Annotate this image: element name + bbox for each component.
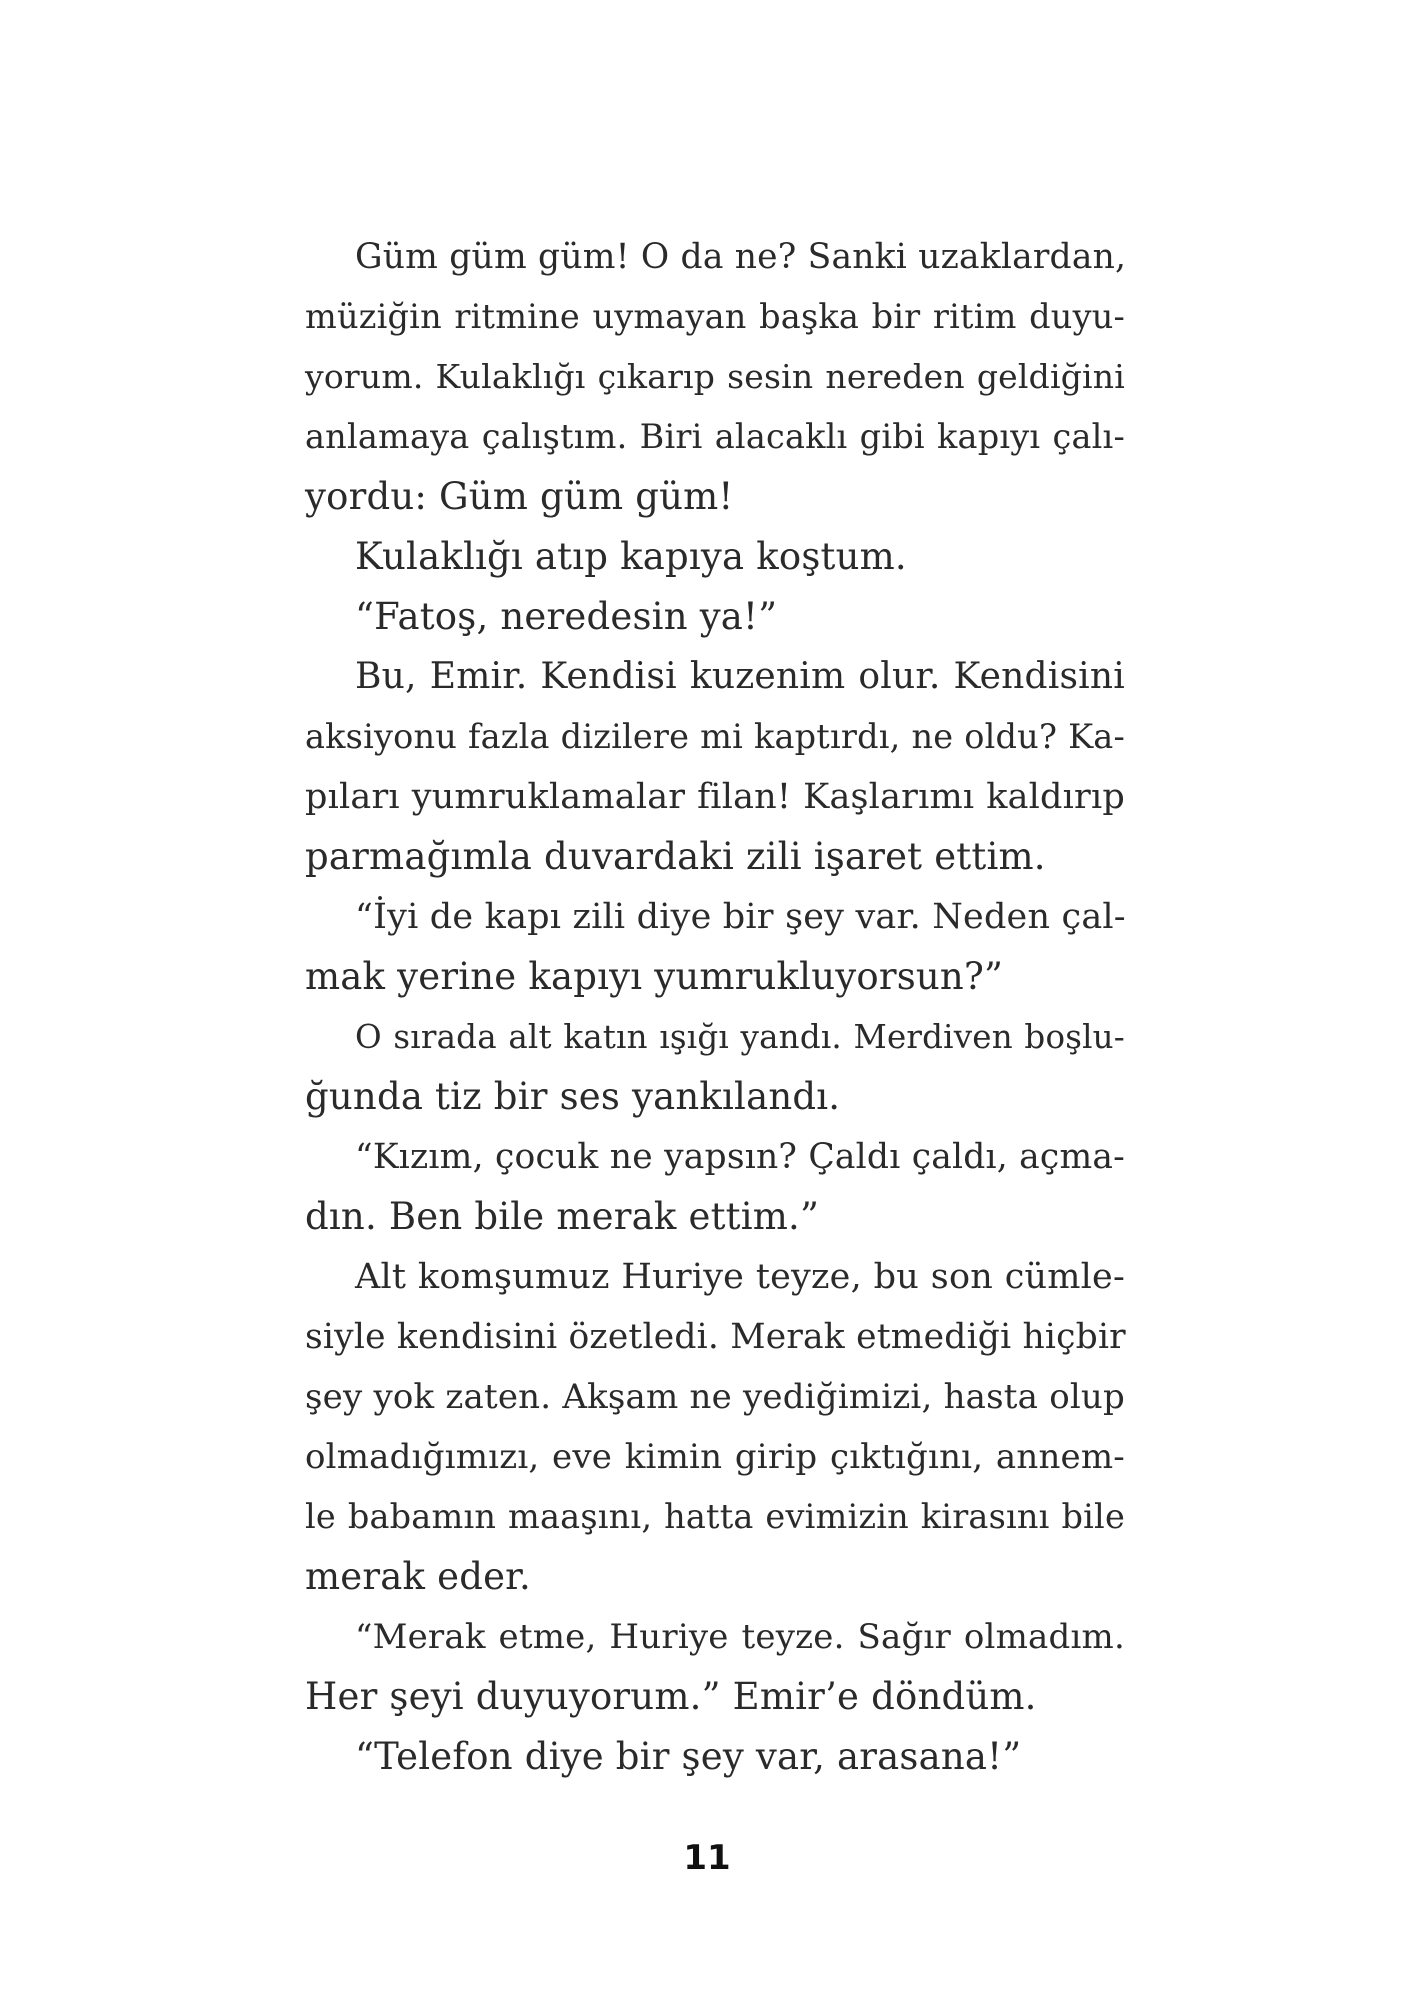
- text-line: siyle kendisini özetledi. Merak etmediği hiçbir: [305, 1317, 1126, 1357]
- text-line: “İyi de kapı zili diye bir şey var. Neden çal-: [355, 897, 1126, 937]
- text-line: aksiyonu fazla dizilere mi kaptırdı, ne oldu? Ka-: [305, 717, 1125, 756]
- text-line: anlamaya çalıştım. Biri alacaklı gibi kapıyı çalı-: [305, 417, 1125, 456]
- page-number: 11: [683, 1838, 731, 1878]
- text-line: Her şeyi duyuyorum.” Emir’e döndüm.: [305, 1675, 1037, 1718]
- text-line: yorum. Kulaklığı çıkarıp sesin nereden geldiğini: [305, 357, 1125, 396]
- text-line: Bu, Emir. Kendisi kuzenim olur. Kendisini: [355, 656, 1125, 697]
- text-line: “Fatoş, neredesin ya!”: [355, 595, 778, 638]
- text-line: Alt komşumuz Huriye teyze, bu son cümle-: [355, 1257, 1125, 1297]
- text-line: olmadığımızı, eve kimin girip çıktığını, annem-: [305, 1437, 1125, 1477]
- text-line: “Merak etme, Huriye teyze. Sağır olmadım.: [355, 1617, 1125, 1657]
- text-line: Güm güm güm! O da ne? Sanki uzaklardan,: [355, 237, 1127, 277]
- text-line: dın. Ben bile merak ettim.”: [305, 1195, 820, 1238]
- text-line: “Kızım, çocuk ne yapsın? Çaldı çaldı, açma-: [355, 1137, 1125, 1177]
- body-text: [305, 227, 1125, 1787]
- text-line: şey yok zaten. Akşam ne yediğimizi, hasta olup: [305, 1377, 1125, 1417]
- text-line: müziğin ritmine uymayan başka bir ritim duyu-: [305, 297, 1125, 336]
- text-line: “Telefon diye bir şey var, arasana!”: [355, 1735, 1022, 1778]
- text-line: O sırada alt katın ışığı yandı. Merdiven boşlu-: [355, 1018, 1125, 1056]
- text-line: ğunda tiz bir ses yankılandı.: [305, 1075, 841, 1118]
- text-line: le babamın maaşını, hatta evimizin kirasını bile: [305, 1497, 1125, 1536]
- text-line: merak eder.: [305, 1555, 531, 1598]
- text-line: pıları yumruklamalar filan! Kaşlarımı kaldırıp: [305, 777, 1125, 817]
- text-line: mak yerine kapıyı yumrukluyorsun?”: [305, 955, 1004, 998]
- text-line: parmağımla duvardaki zili işaret ettim.: [305, 835, 1046, 878]
- text-line: Kulaklığı atıp kapıya koştum.: [355, 535, 907, 578]
- text-line: yordu: Güm güm güm!: [305, 475, 734, 518]
